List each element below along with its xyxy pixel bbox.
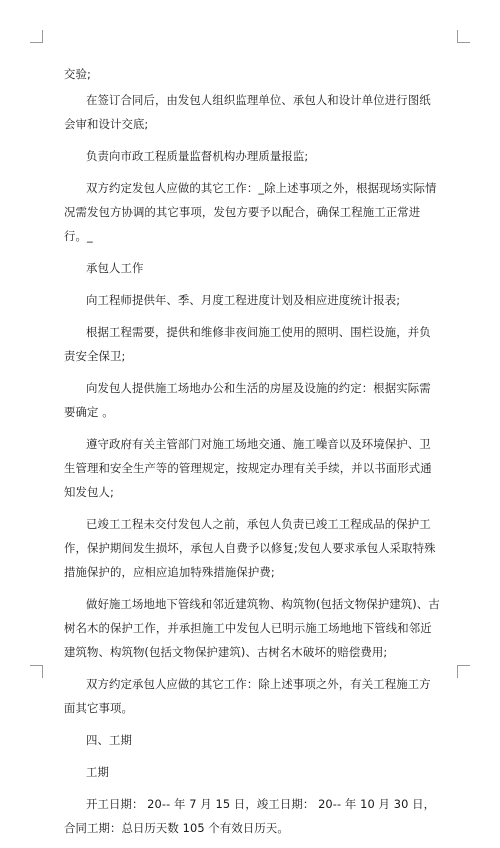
crop-mark-top-left	[30, 30, 43, 43]
paragraph-regulations: 遵守政府有关主管部门对施工场地交通、施工噪音以及环境保护、卫生管理和安全生产等的管理规定，按规定办理有关手续，并以书面形式通知发包人;	[64, 437, 432, 499]
paragraph-employer-other-work: 双方约定发包人应做的其它工作：_除上述事项之外，根据现场实际情况需发包方协调的其它事项，发包方要予以配合，确保工程施工正常进行。_	[64, 181, 437, 243]
crop-mark-top-right	[457, 30, 470, 43]
paragraph-progress-reports: 向工程师提供年、季、月度工程进度计划及相应进度统计报表;	[86, 293, 401, 307]
paragraph-contractor-other-work: 双方约定承包人应做的其它工作：除上述事项之外，有关工程施工方面其它事项。	[64, 677, 431, 715]
heading-contractor-work: 承包人工作	[86, 261, 144, 275]
document-page	[64, 62, 442, 848]
paragraph-completed-work-protection: 已竣工工程未交付发包人之前，承包人负责已竣工工程成品的保护工作，保护期间发生损坏，承包人自费予以修复;发包人要求承包人采取特殊措施保护的，应相应追加特殊措施保护费;	[64, 517, 436, 579]
crop-mark-bottom-right	[457, 665, 470, 678]
paragraph-underground-pipelines: 做好施工场地地下管线和邻近建筑物、构筑物(包括文物保护建筑)、古树名木的保护工作，并承担施工中发包人已明示施工场地地下管线和邻近建筑物、构筑物(包括文物保护建筑)、古树名木破坏的赔偿费用;	[64, 597, 440, 659]
crop-mark-bottom-left	[30, 665, 43, 678]
paragraph-lighting-fencing: 根据工程需要，提供和维修非夜间施工使用的照明、围栏设施，并负责安全保卫;	[64, 325, 431, 363]
paragraph-acceptance: 交验;	[64, 67, 91, 81]
heading-duration: 工期	[86, 765, 109, 779]
paragraph-drawing-review: 在签订合同后，由发包人组织监理单位、承包人和设计单位进行图纸会审和设计交底;	[64, 93, 431, 131]
paragraph-dates: 开工日期： 20-- 年 7 月 15 日，竣工日期： 20-- 年 10 月 30 日，合同工期：总日历天数 105 个有效日历天。	[64, 797, 436, 835]
paragraph-office-housing: 向发包人提供施工场地办公和生活的房屋及设施的约定：根据实际需要确定 。	[64, 381, 431, 419]
paragraph-quality-supervision: 负责向市政工程质量监督机构办理质量报监;	[86, 149, 309, 163]
heading-section-duration: 四、工期	[86, 733, 132, 747]
